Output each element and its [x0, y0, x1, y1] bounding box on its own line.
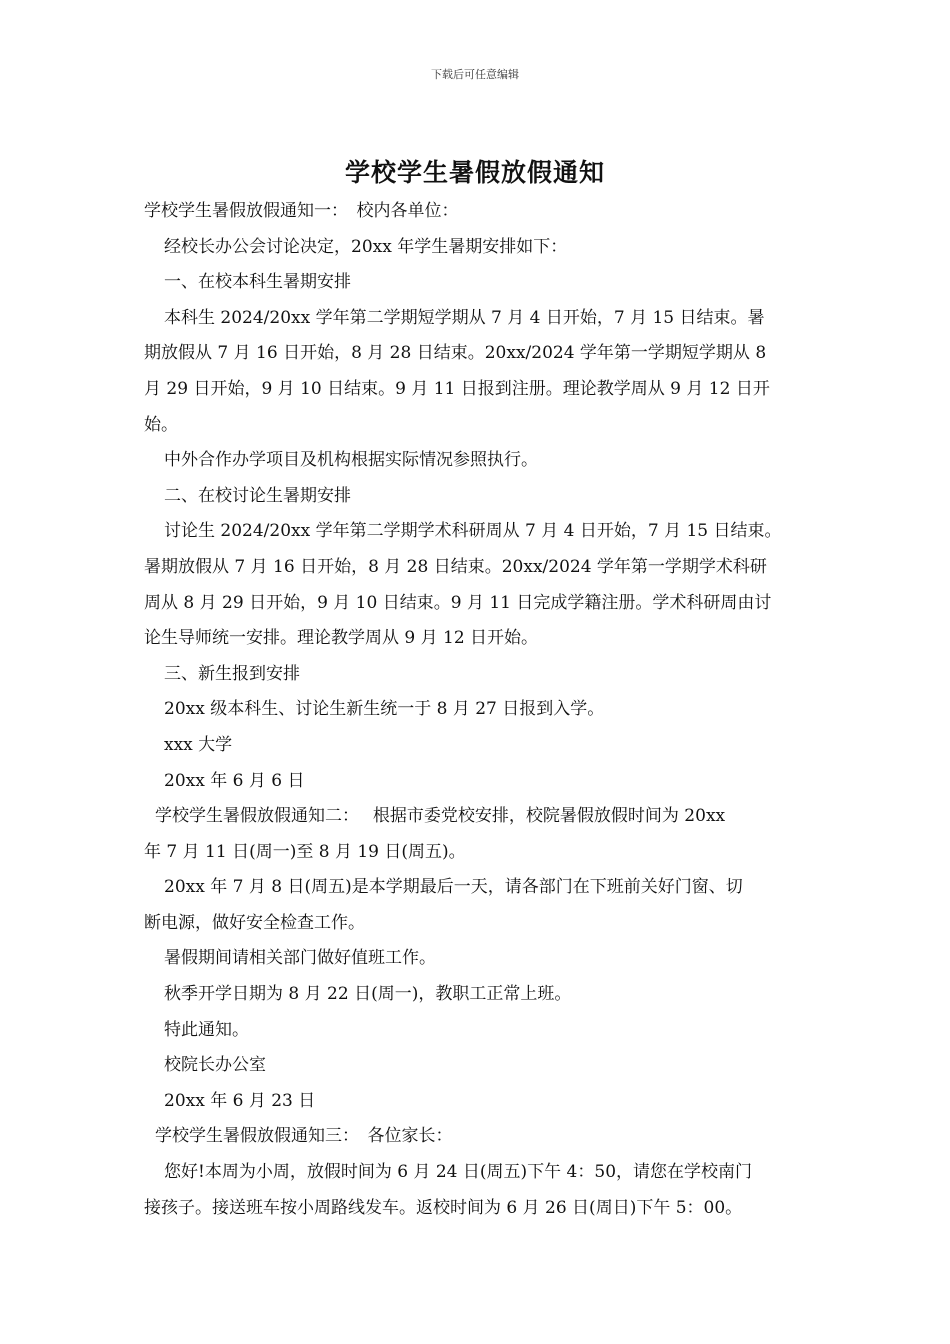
section-heading: 三、新生报到安排 [164, 663, 300, 684]
signature-organization: xxx 大学 [164, 734, 233, 755]
paragraph-line: 您好!本周为小周，放假时间为 6 月 24 日(周五)下午 4：50，请您在学校南门 [164, 1162, 753, 1183]
paragraph-line: 暑期放假从 7 月 16 日开始，8 月 28 日结束。20xx/2024 学年第一学期学术科研 [144, 556, 767, 577]
notice-two-heading: 学校学生暑假放假通知二： 根据市委党校安排，校院暑假放假时间为 20xx [155, 806, 726, 827]
paragraph-line: 经校长办公会讨论决定，20xx 年学生暑期安排如下： [164, 236, 568, 257]
paragraph-line: 秋季开学日期为 8 月 22 日(周一)，教职工正常上班。 [164, 984, 572, 1005]
paragraph-line: 月 29 日开始，9 月 10 日结束。9 月 11 日报到注册。理论教学周从 9 月 12 日开 [144, 378, 770, 399]
paragraph-line: 期放假从 7 月 16 日开始，8 月 28 日结束。20xx/2024 学年第一学期短学期从 8 [144, 343, 767, 364]
paragraph-line: 论生导师统一安排。理论教学周从 9 月 12 日开始。 [144, 628, 539, 649]
paragraph-line: 本科生 2024/20xx 学年第二学期短学期从 7 月 4 日开始，7 月 15 日结束。暑 [164, 307, 765, 328]
signature-date: 20xx 年 6 月 6 日 [164, 770, 305, 791]
paragraph-line: 年 7 月 11 日(周一)至 8 月 19 日(周五)。 [144, 841, 466, 862]
paragraph-line: 始。 [144, 414, 178, 435]
paragraph-line: 20xx 年 7 月 8 日(周五)是本学期最后一天，请各部门在下班前关好门窗、切 [164, 877, 743, 898]
notice-three-heading: 学校学生暑假放假通知三： 各位家长： [155, 1126, 453, 1147]
section-heading: 一、在校本科生暑期安排 [164, 272, 351, 293]
paragraph-line: 20xx 级本科生、讨论生新生统一于 8 月 27 日报到入学。 [164, 699, 605, 720]
document-body [144, 194, 814, 1226]
notice-one-heading: 学校学生暑假放假通知一： 校内各单位： [144, 201, 459, 221]
paragraph-line: 讨论生 2024/20xx 学年第二学期学术科研周从 7 月 4 日开始，7 月 15 日结束。 [164, 521, 782, 542]
signature-date: 20xx 年 6 月 23 日 [164, 1090, 316, 1111]
document-title: 学校学生暑假放假通知 [344, 158, 605, 187]
paragraph-line: 周从 8 月 29 日开始，9 月 10 日结束。9 月 11 日完成学籍注册。学术科研周由讨 [144, 592, 772, 613]
signature-organization: 校院长办公室 [164, 1055, 266, 1076]
page-header-note: 下载后可任意编辑 [431, 68, 519, 81]
paragraph-line: 暑假期间请相关部门做好值班工作。 [164, 948, 436, 969]
paragraph-line: 断电源，做好安全检查工作。 [144, 912, 365, 933]
section-heading: 二、在校讨论生暑期安排 [164, 485, 351, 506]
paragraph-line: 中外合作办学项目及机构根据实际情况参照执行。 [164, 450, 538, 471]
paragraph-line: 接孩子。接送班车按小周路线发车。返校时间为 6 月 26 日(周日)下午 5：00。 [144, 1197, 743, 1218]
paragraph-line: 特此通知。 [164, 1019, 249, 1040]
